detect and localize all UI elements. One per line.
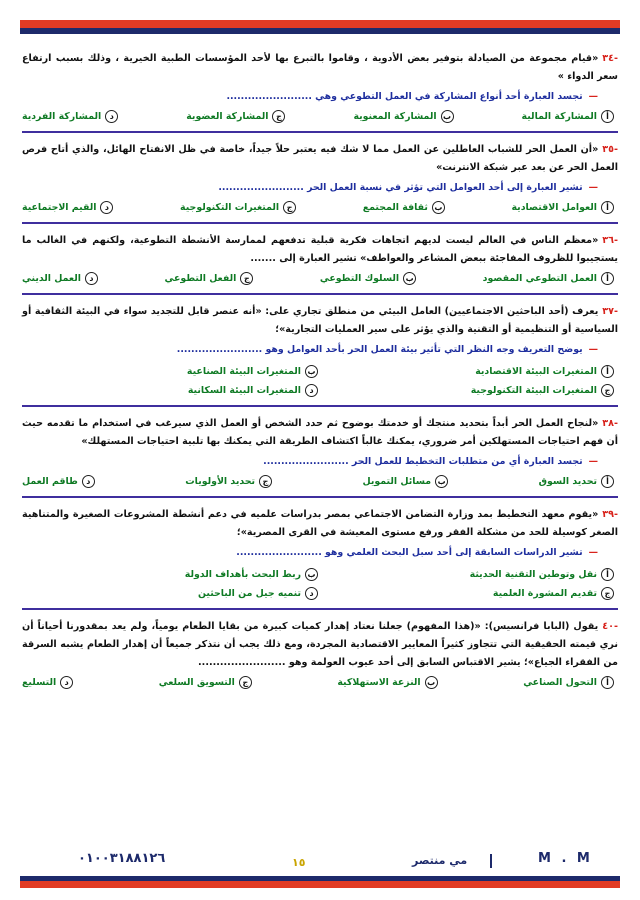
option-c[interactable]: ج الفعل التطوعي [164, 272, 253, 285]
page-footer [20, 848, 620, 874]
option-marker[interactable]: أ [601, 272, 614, 285]
option-marker[interactable]: أ [601, 475, 614, 488]
answer-options [22, 676, 618, 689]
footer-divider [490, 854, 492, 868]
option-marker[interactable]: د [305, 587, 318, 600]
option-marker[interactable]: أ [601, 676, 614, 689]
answer-options [22, 201, 618, 214]
option-marker[interactable]: د [82, 475, 95, 488]
option-marker[interactable]: أ [601, 568, 614, 581]
option-d[interactable]: د العمل الديني [22, 272, 98, 285]
option-marker[interactable]: ج [239, 676, 252, 689]
option-marker[interactable]: أ [601, 201, 614, 214]
question-number: -٣٤ [602, 53, 618, 64]
option-marker[interactable]: د [100, 201, 113, 214]
option-a[interactable]: أ تحديد السوق [539, 475, 614, 488]
option-marker[interactable]: د [105, 110, 118, 123]
footer-red-stripe [20, 881, 620, 888]
question-34: -٣٤«قيام مجموعة من الصيادلة بتوفير بعض الأدوية ، وقاموا بالتبرع بها لأحد المؤسسات الطبية الخيرية ، وذلك بسبب ارتفاع سعر الدواء » —تجسد العبارة أحد أنواع المشاركة في العمل التطوعي وهي ........................ أ المشاركة المالية ب المشاركة المعنوية ج المشاركة العضوية د المشاركة الفردية [22, 50, 618, 133]
option-marker[interactable]: ب [435, 475, 448, 488]
question-number: -٣٥ [602, 144, 618, 155]
option-marker[interactable]: ب [425, 676, 438, 689]
question-37: -٣٧يعرف (أحد الباحثين الاجتماعيين) العامل البيئي من منطلق تجاري على: «أنه عنصر قابل للتجديد سواء في البيئة الثقافية أو السياسية أو التنظيمية أو التقنية والذي يؤثر على سير العمليات التجارية»؛ —يوضح التعريف وجه النظر التي تأثير بيئة العمل الحر بأحد العوامل وهو ........................ أ المتغيرات البيئة الاقتصادية ب المتغيرات البيئة الصناعية ج المتغيرات البيئة التكنولوجية د المتغيرات البيئة السكانية [22, 303, 618, 407]
question-text: «قيام مجموعة من الصيادلة بتوفير بعض الأدوية ، وقاموا بالتبرع بها لأحد المؤسسات الطبية الخيرية ، وذلك بسبب ارتفاع سعر الدواء » [22, 53, 618, 82]
question-number: -٣٦ [602, 235, 618, 246]
option-marker[interactable]: د [305, 384, 318, 397]
footer-author: مي منتصر [412, 854, 468, 867]
question-number: -٣٨ [602, 418, 618, 429]
option-d[interactable]: د المشاركة الفردية [22, 110, 118, 123]
option-marker[interactable]: ب [305, 568, 318, 581]
option-d[interactable]: د طاقم العمل [22, 475, 95, 488]
question-text: «معظم الناس في العالم ليست لديهم اتجاهات فكرية قبلية تدفعهم لممارسة الأنشطة التطوعية، ولكنهم في الغالب ما يستجيبوا للظروف المفاجئة ببعض المشاعر والعواطف» تشير العبارة إلى ....... [22, 235, 618, 264]
option-marker[interactable]: د [85, 272, 98, 285]
option-d[interactable]: د تنميه جيل من الباحثين [22, 587, 318, 600]
option-b[interactable]: ب ربط البحث بأهداف الدولة [22, 568, 318, 581]
option-d[interactable]: د التسليع [22, 676, 73, 689]
answer-options [22, 475, 618, 488]
header-navy-stripe [20, 28, 620, 34]
option-marker[interactable]: ب [403, 272, 416, 285]
option-marker[interactable]: ج [272, 110, 285, 123]
answer-options [22, 272, 618, 285]
option-marker[interactable]: ج [283, 201, 296, 214]
question-number: -٣٩ [602, 509, 618, 520]
option-b[interactable]: ب ثقافة المجتمع [363, 201, 445, 214]
option-a[interactable]: أ نقل وتوطين التقنية الحديثة [318, 568, 614, 581]
question-35: -٣٥«أن العمل الحر للشباب العاطلين عن العمل مما لا شك فيه يعتبر حلاً جيداً، خاصة في ظل الانفتاح الهائل، والذي أتاح فرص العمل الحر عن بعد عبر شبكة الانترنت» —تشير العبارة إلى أحد العوامل التي تؤثر في نسبة العمل الحر ........................ أ العوامل الاقتصادية ب ثقافة المجتمع ج المتغيرات التكنولوجية د القيم الاجتماعية [22, 141, 618, 224]
option-b[interactable]: ب مسائل التمويل [362, 475, 448, 488]
option-b[interactable]: ب السلوك التطوعي [320, 272, 416, 285]
answer-options [22, 110, 618, 123]
option-marker[interactable]: ج [601, 587, 614, 600]
option-b[interactable]: ب المتغيرات البيئة الصناعية [22, 365, 318, 378]
option-marker[interactable]: ج [240, 272, 253, 285]
footer-phone: ٠١٠٠٣١٨٨١٢٦ [78, 851, 166, 866]
footer-logo: M . M [538, 851, 593, 866]
option-a[interactable]: أ المتغيرات البيئة الاقتصادية [318, 365, 614, 378]
option-marker[interactable]: ب [305, 365, 318, 378]
option-a[interactable]: أ العمل التطوعي المقصود [483, 272, 614, 285]
option-marker[interactable]: ب [441, 110, 454, 123]
option-marker[interactable]: د [60, 676, 73, 689]
question-number: -٤٠ [602, 621, 618, 632]
option-c[interactable]: ج تحديد الأولويات [185, 475, 272, 488]
question-stem: تجسد العبارة أحد أنواع المشاركة في العمل التطوعي وهي ........................ [226, 91, 583, 102]
question-page [22, 50, 618, 705]
question-36 [22, 232, 618, 295]
question-stem: تجسد العبارة أي من متطلبات التخطيط للعمل الحر ........................ [263, 456, 583, 467]
header-red-stripe [20, 20, 620, 28]
option-b[interactable]: ب النزعة الاستهلاكية [337, 676, 437, 689]
option-c[interactable]: ج المتغيرات البيئة التكنولوجية [318, 384, 614, 397]
question-text: «لنجاح العمل الحر أبداً بتحديد منتجك أو خدمتك بوضوح ثم حدد الشخص أو العمل الذي سيرغب في استخدام ما تقدمه حيث أن فهم احتياجات المستهلكين أمر ضروري، يمكنك غالباً اكتشاف الطريقة التي يمكنك بها تلبية احتياجات المستهلك» [22, 418, 618, 447]
question-text: «أن العمل الحر للشباب العاطلين عن العمل مما لا شك فيه يعتبر حلاً جيداً، خاصة في ظل الانفتاح الهائل، والذي أتاح فرص العمل الحر عن بعد عبر شبكة الانترنت» [22, 144, 618, 173]
page-number: ١٥ [292, 856, 306, 869]
option-a[interactable]: أ المشاركة المالية [522, 110, 614, 123]
question-stem: يوضح التعريف وجه النظر التي تأثير بيئة العمل الحر بأحد العوامل وهو ........................ [176, 344, 583, 355]
option-c[interactable]: ج المشاركة العضوية [186, 110, 285, 123]
option-a[interactable]: أ التحول الصناعي [523, 676, 614, 689]
question-40 [22, 618, 618, 697]
option-c[interactable]: ج التسويق السلعي [159, 676, 252, 689]
option-d[interactable]: د المتغيرات البيئة السكانية [22, 384, 318, 397]
option-b[interactable]: ب المشاركة المعنوية [353, 110, 453, 123]
option-marker[interactable]: أ [601, 365, 614, 378]
question-39: -٣٩«يقوم معهد التخطيط بمد وزارة التضامن الاجتماعي بمصر بدراسات علميه في دعم أنشطة المشروعات الصغيرة والمتناهية الصغر كوسيلة للحد من مشكلة الفقر ورفع مستوى المعيشة في القرى المصرية»؛ —تشير الدراسات السابقة إلى أحد سبل البحث العلمي وهو ........................ أ نقل وتوطين التقنية الحديثة ب ربط البحث بأهداف الدولة ج تقديم المشورة العلمية د تنميه جيل من الباحثين [22, 506, 618, 610]
answer-options [22, 365, 618, 397]
option-marker[interactable]: ب [432, 201, 445, 214]
option-a[interactable]: أ العوامل الاقتصادية [512, 201, 615, 214]
option-marker[interactable]: أ [601, 110, 614, 123]
answer-options [22, 568, 618, 600]
option-c[interactable]: ج تقديم المشورة العلمية [318, 587, 614, 600]
question-text: يعرف (أحد الباحثين الاجتماعيين) العامل البيئي من منطلق تجاري على: «أنه عنصر قابل للتجديد سواء في البيئة الثقافية أو السياسية أو التنظيمية أو التقنية والذي يؤثر على سير العمليات التجارية»؛ [22, 306, 618, 335]
question-38: -٣٨«لنجاح العمل الحر أبداً بتحديد منتجك أو خدمتك بوضوح ثم حدد الشخص أو العمل الذي سيرغب في استخدام ما تقدمه حيث أن فهم احتياجات المستهلكين أمر ضروري، يمكنك غالباً اكتشاف الطريقة التي يمكنك بها تلبية احتياجات المستهلك» —تجسد العبارة أي من متطلبات التخطيط للعمل الحر ........................ أ تحديد السوق ب مسائل التمويل ج تحديد الأولويات د طاقم العمل [22, 415, 618, 498]
option-d[interactable]: د القيم الاجتماعية [22, 201, 113, 214]
question-stem: تشير العبارة إلى أحد العوامل التي تؤثر في نسبة العمل الحر ........................ [218, 182, 583, 193]
question-number: -٣٧ [602, 306, 618, 317]
option-c[interactable]: ج المتغيرات التكنولوجية [180, 201, 296, 214]
option-marker[interactable]: ج [259, 475, 272, 488]
question-stem: تشير الدراسات السابقة إلى أحد سبل البحث العلمي وهو ........................ [236, 547, 583, 558]
question-text: «يقوم معهد التخطيط بمد وزارة التضامن الاجتماعي بمصر بدراسات علميه في دعم أنشطة المشروعات الصغيرة والمتناهية الصغر كوسيلة للحد من مشكلة الفقر ورفع مستوى المعيشة في القرى المصرية»؛ [22, 509, 618, 538]
option-marker[interactable]: ج [601, 384, 614, 397]
question-text: يقول (البابا فرانسيس): «(هذا المفهوم) جعلنا نعتاد إهدار كميات كبيرة من بقايا الطعام يومياً، ولم يعد بمقدورنا أحياناً أن نري قيمته الحقيقية التي تتجاوز كثيراً المعايير الاقتصادية المجردة، ومع ذلك يجب أن نتذكر جميعاً أن إهدار الطعام يشبه السرقة من الفقراء الجياع»؛ يشير الاقتباس السابق إلى أحد عيوب العولمة وهو ........................ [22, 621, 618, 668]
